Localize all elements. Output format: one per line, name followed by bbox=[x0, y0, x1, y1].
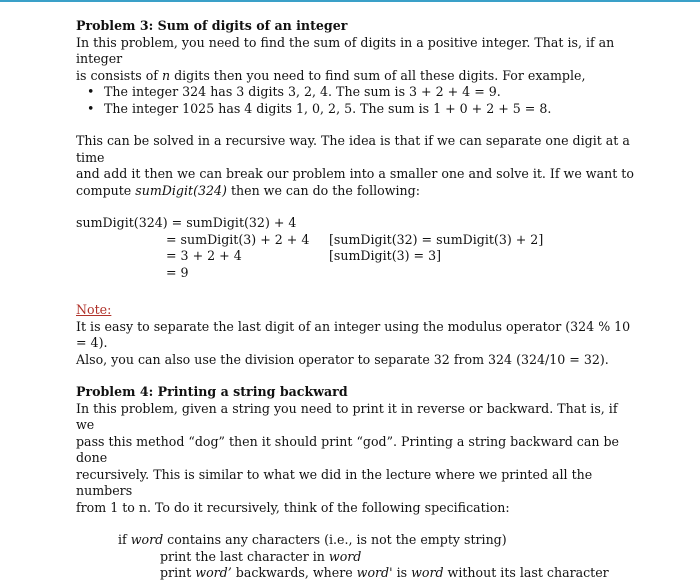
math-line-4: = 9 bbox=[166, 264, 189, 280]
problem4-line3: recursively. This is similar to what we did in the lecture where we printed all the numbers bbox=[76, 466, 593, 498]
note-line2: Also, you can also use the division operator to separate 32 from 324 (324/10 = 32). bbox=[76, 351, 609, 367]
note-line1: It is easy to separate the last digit of an integer using the modulus operator (324 % 10 = 4). bbox=[76, 318, 631, 350]
math-line-3: = 3 + 2 + 4 bbox=[166, 248, 242, 263]
spec-line2: print the last character in word bbox=[160, 548, 362, 564]
math-line-2: = sumDigit(3) + 2 + 4 bbox=[166, 231, 310, 247]
problem4-line1: In this problem, given a string you need to print it in reverse or backward. That is, if we bbox=[76, 400, 618, 432]
spec-line1: if word contains any characters (i.e., is not the empty string) bbox=[118, 532, 507, 547]
example-list bbox=[76, 84, 636, 117]
problem4-title: Problem 4: Printing a string backward bbox=[76, 384, 348, 399]
problem3-title: Problem 3: Sum of digits of an integer bbox=[76, 18, 348, 33]
recursive-para-line2: and add it then we can break our problem into a smaller one and solve it. If we want to bbox=[76, 166, 634, 181]
math-derivation bbox=[76, 215, 636, 281]
problem4-line4: from 1 to n. To do it recursively, think of the following specification: bbox=[76, 499, 510, 515]
recursive-para-line3: compute sumDigit(324) then we can do the following: bbox=[76, 182, 420, 198]
math-side-2: [sumDigit(3) = 3] bbox=[329, 248, 442, 263]
list-item: • The integer 1025 has 4 digits 1, 0, 2, 5. The sum is 1 + 0 + 2 + 5 = 8. bbox=[104, 101, 636, 118]
recursive-para-line1: This can be solved in a recursive way. The idea is that if we can separate one digit at a time bbox=[76, 133, 630, 165]
document-page bbox=[76, 18, 636, 582]
spec-line3: print word’ backwards, where word' is word without its last character bbox=[160, 565, 609, 580]
problem3-intro-line2: is consists of n digits then you need to find sum of all these digits. For example, bbox=[76, 67, 586, 83]
note-label: Note: bbox=[76, 302, 112, 317]
top-border bbox=[0, 0, 700, 2]
list-item: • The integer 324 has 3 digits 3, 2, 4. The sum is 3 + 2 + 4 = 9. bbox=[104, 84, 636, 101]
math-line-1: sumDigit(324) = sumDigit(32) + 4 bbox=[76, 215, 297, 230]
math-side-1: [sumDigit(32) = sumDigit(3) + 2] bbox=[329, 231, 544, 247]
problem3-intro-line1: In this problem, you need to find the sum of digits in a positive integer. That is, if an integer bbox=[76, 34, 615, 66]
problem4-line2: pass this method “dog” then it should print “god”. Printing a string backward can be done bbox=[76, 433, 620, 465]
